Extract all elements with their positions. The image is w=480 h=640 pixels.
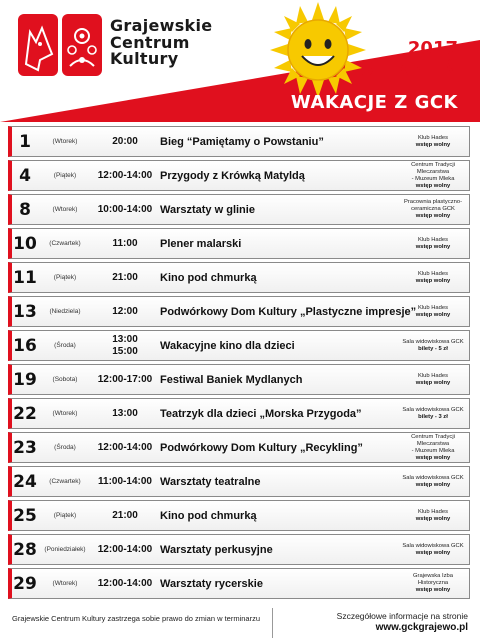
event-entry: wstęp wolny bbox=[415, 277, 451, 284]
folk-flower-logo-icon bbox=[62, 14, 102, 76]
event-weekday: (Wtorek) bbox=[52, 138, 78, 145]
event-time-value: 12:00 bbox=[112, 305, 138, 317]
event-venue-line: - Muzeum Mleka bbox=[411, 175, 455, 182]
event-venue-line: Klub Hades bbox=[418, 236, 448, 243]
event-day: 11 bbox=[13, 267, 37, 288]
event-venue-line: Sala widowiskowa GCK bbox=[402, 406, 464, 413]
event-row bbox=[8, 330, 470, 361]
brand-line-3: Kultury bbox=[110, 49, 179, 68]
event-weekday: (Piątek) bbox=[53, 512, 77, 519]
event-name: Wakacyjne kino dla dzieci bbox=[160, 339, 295, 352]
smiling-sun-icon bbox=[270, 2, 366, 98]
event-name: Warsztaty teatralne bbox=[160, 475, 261, 488]
event-place bbox=[398, 195, 468, 224]
event-weekday: (Wtorek) bbox=[52, 410, 78, 417]
brand-line-1: Grajewskie bbox=[110, 16, 213, 35]
event-name: Festiwal Baniek Mydlanych bbox=[160, 373, 303, 386]
event-time bbox=[92, 297, 158, 326]
event-day: 13 bbox=[13, 301, 37, 322]
event-venue-line: Centrum Tradycji Mleczarstwa bbox=[411, 161, 455, 175]
event-time-value: 13:00 bbox=[112, 407, 138, 419]
event-time bbox=[92, 331, 158, 360]
event-weekday: (Niedziela) bbox=[49, 308, 81, 315]
event-entry: wstęp wolny bbox=[415, 311, 451, 318]
brand-name bbox=[110, 18, 212, 68]
event-day: 25 bbox=[13, 505, 37, 526]
event-time bbox=[92, 501, 158, 530]
event-day: 19 bbox=[13, 369, 37, 390]
event-place bbox=[398, 501, 468, 530]
event-name: Bieg “Pamiętamy o Powstaniu” bbox=[160, 135, 324, 148]
footer-divider bbox=[272, 608, 273, 638]
event-name: Przygody z Krówką Matyldą bbox=[160, 169, 305, 182]
event-venue-line: Sala widowiskowa GCK bbox=[402, 338, 464, 345]
event-venue-line: Klub Hades bbox=[418, 508, 448, 515]
event-time-value: 11:00-14:00 bbox=[98, 475, 152, 487]
event-time-value: 12:00-17:00 bbox=[97, 373, 153, 385]
poster-header bbox=[0, 0, 480, 122]
event-place bbox=[398, 535, 468, 564]
event-place bbox=[398, 331, 468, 360]
event-name: Warsztaty perkusyjne bbox=[160, 543, 273, 556]
event-time-value: 20:00 bbox=[112, 135, 138, 147]
event-venue-line: Klub Hades bbox=[418, 134, 448, 141]
event-row bbox=[8, 228, 470, 259]
event-row bbox=[8, 500, 470, 531]
event-venue-line: Pracownia plastyczno- bbox=[404, 199, 462, 205]
event-venue-line: Klub Hades bbox=[418, 304, 448, 311]
event-weekday: (Piątek) bbox=[53, 172, 77, 179]
event-row bbox=[8, 160, 470, 191]
event-place bbox=[398, 229, 468, 258]
event-time bbox=[92, 467, 158, 496]
event-time-value: 11:00 bbox=[112, 237, 138, 249]
event-day: 23 bbox=[13, 437, 37, 458]
event-entry: wstęp wolny bbox=[415, 141, 451, 148]
fox-logo-icon bbox=[18, 14, 58, 76]
event-entry: wstęp wolny bbox=[415, 515, 451, 522]
brand-line-2: Centrum bbox=[110, 32, 190, 52]
event-place bbox=[398, 569, 468, 598]
poster-year: 2017 bbox=[407, 38, 458, 59]
event-row bbox=[8, 262, 470, 293]
event-weekday: (Piątek) bbox=[53, 274, 77, 281]
event-place bbox=[398, 467, 468, 496]
event-name: Podwórkowy Dom Kultury „Plastyczne impresje” bbox=[160, 305, 417, 318]
event-weekday: (Wtorek) bbox=[52, 206, 78, 213]
event-place bbox=[398, 127, 468, 156]
event-row bbox=[8, 126, 470, 157]
poster-footer bbox=[0, 604, 480, 640]
event-row bbox=[8, 398, 470, 429]
event-weekday: (Poniedziałek) bbox=[44, 546, 86, 553]
event-time bbox=[92, 535, 158, 564]
event-entry: wstęp wolny bbox=[415, 182, 451, 189]
event-name: Kino pod chmurką bbox=[160, 509, 257, 522]
event-weekday: (Wtorek) bbox=[52, 580, 78, 587]
event-row bbox=[8, 296, 470, 327]
event-time bbox=[92, 399, 158, 428]
event-time bbox=[92, 569, 158, 598]
event-place bbox=[398, 365, 468, 394]
footer-info: Szczegółowe informacje na stronie bbox=[336, 611, 468, 621]
event-place bbox=[398, 263, 468, 292]
event-time bbox=[92, 127, 158, 156]
event-entry: wstęp wolny bbox=[415, 213, 451, 219]
event-day: 10 bbox=[13, 233, 37, 254]
event-entry: wstęp wolny bbox=[415, 587, 451, 593]
event-entry: wstęp wolny bbox=[415, 243, 451, 250]
event-day: 22 bbox=[13, 403, 37, 424]
footer-disclaimer: Grajewskie Centrum Kultury zastrzega sobie prawo do zmian w terminarzu bbox=[12, 614, 261, 623]
event-day: 16 bbox=[13, 335, 37, 356]
event-place bbox=[398, 161, 468, 190]
event-time-value: 10:00-14:00 bbox=[97, 203, 153, 215]
event-entry: wstęp wolny bbox=[415, 481, 451, 488]
event-name: Warsztaty rycerskie bbox=[160, 577, 263, 590]
event-weekday: (Czwartek) bbox=[49, 478, 81, 485]
event-day: 24 bbox=[13, 471, 37, 492]
event-entry: wstęp wolny bbox=[415, 379, 451, 386]
event-name: Plener malarski bbox=[160, 237, 242, 250]
event-time bbox=[92, 195, 158, 224]
event-venue-line: Sala widowiskowa GCK bbox=[402, 474, 464, 481]
event-name: Podwórkowy Dom Kultury „Recykling” bbox=[160, 441, 363, 454]
poster-title: WAKACJE Z GCK bbox=[290, 92, 458, 113]
events-table bbox=[8, 126, 470, 602]
event-time bbox=[92, 263, 158, 292]
event-venue-line: Historyczna bbox=[417, 580, 449, 586]
event-entry: bilety - 3 zł bbox=[418, 413, 448, 420]
event-day: 8 bbox=[19, 199, 31, 220]
event-venue-line: ceramiczna GCK bbox=[411, 206, 455, 212]
event-venue-line: Klub Hades bbox=[418, 372, 448, 379]
event-day: 28 bbox=[13, 539, 37, 560]
event-row bbox=[8, 568, 470, 599]
event-time-value: 12:00-14:00 bbox=[97, 169, 153, 181]
event-venue-line: - Muzeum Mleka bbox=[411, 447, 455, 454]
event-weekday: (Środa) bbox=[54, 444, 76, 451]
event-time bbox=[92, 365, 158, 394]
event-entry: wstęp wolny bbox=[415, 549, 451, 556]
event-weekday: (Środa) bbox=[54, 342, 76, 349]
event-venue-line: Centrum Tradycji Mleczarstwa bbox=[411, 433, 455, 447]
event-time bbox=[92, 161, 158, 190]
event-row bbox=[8, 466, 470, 497]
event-time-value: 15:00 bbox=[112, 345, 138, 357]
event-entry: bilety - 5 zł bbox=[418, 345, 448, 352]
event-name: Warsztaty w glinie bbox=[160, 203, 255, 216]
event-time-value: 12:00-14:00 bbox=[97, 577, 153, 589]
event-weekday: (Sobota) bbox=[52, 376, 78, 383]
poster-month: SIERPIEŃ bbox=[360, 59, 458, 80]
event-place bbox=[398, 399, 468, 428]
event-row bbox=[8, 194, 470, 225]
event-row bbox=[8, 432, 470, 463]
footer-website-link[interactable]: www.gckgrajewo.pl bbox=[375, 622, 468, 633]
event-weekday: (Czwartek) bbox=[49, 240, 81, 247]
event-entry: wstęp wolny bbox=[415, 454, 451, 461]
event-day: 29 bbox=[13, 573, 37, 594]
event-time-value: 21:00 bbox=[112, 509, 138, 521]
event-name: Kino pod chmurką bbox=[160, 271, 257, 284]
event-time-value: 12:00-14:00 bbox=[97, 441, 153, 453]
event-day: 1 bbox=[19, 131, 31, 152]
event-time-value: 12:00-14:00 bbox=[97, 543, 153, 555]
event-time-value: 21:00 bbox=[112, 271, 138, 283]
event-venue-line: Sala widowiskowa GCK bbox=[402, 542, 464, 549]
event-row bbox=[8, 534, 470, 565]
event-time bbox=[92, 433, 158, 462]
event-day: 4 bbox=[19, 165, 31, 186]
event-venue-line: Grajewska Izba bbox=[413, 573, 453, 579]
event-place bbox=[398, 433, 468, 462]
event-place bbox=[398, 297, 468, 326]
event-venue-line: Klub Hades bbox=[418, 270, 448, 277]
event-time bbox=[92, 229, 158, 258]
event-name: Teatrzyk dla dzieci „Morska Przygoda” bbox=[160, 407, 362, 420]
event-row bbox=[8, 364, 470, 395]
event-time-value: 13:00 bbox=[112, 333, 138, 345]
